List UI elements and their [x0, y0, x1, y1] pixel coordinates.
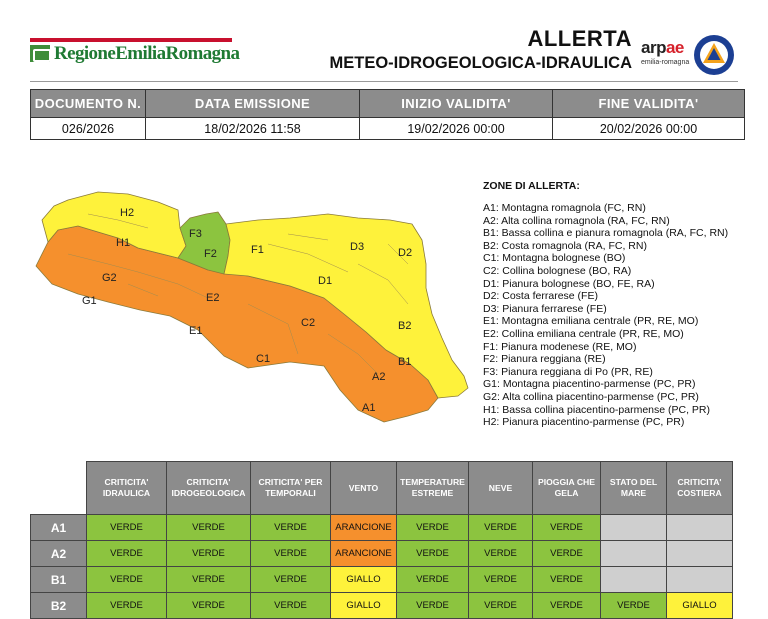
- zone-item: C1: Montagna bolognese (BO): [483, 252, 626, 265]
- col-header-idrogeologica: CRITICITA' IDROGEOLOGICA: [167, 462, 251, 515]
- zones-list: [483, 202, 753, 429]
- issue-date-value: 18/02/2026 11:58: [146, 118, 360, 140]
- criticality-cell: VERDE: [87, 515, 167, 541]
- zone-item: D2: Costa ferrarese (FE): [483, 290, 598, 303]
- document-info-table: [30, 89, 745, 140]
- validity-start-header: INIZIO VALIDITA': [360, 90, 553, 118]
- alert-zone-map: [28, 184, 473, 432]
- criticality-cell: VERDE: [87, 593, 167, 619]
- criticality-cell: VERDE: [251, 567, 331, 593]
- zone-item: D3: Pianura ferrarese (FE): [483, 302, 607, 315]
- protezione-civile-logo: [693, 34, 735, 76]
- doc-number-header: DOCUMENTO N.: [31, 90, 146, 118]
- col-header-vento: VENTO: [331, 462, 397, 515]
- criticality-cell: VERDE: [397, 593, 469, 619]
- criticality-cell: VERDE: [251, 515, 331, 541]
- arpae-name-part1: arp: [641, 38, 666, 57]
- header-divider: [30, 81, 738, 82]
- criticality-cell: VERDE: [397, 541, 469, 567]
- criticality-cell: GIALLO: [667, 593, 733, 619]
- col-header-costiera: CRITICITA' COSTIERA: [667, 462, 733, 515]
- zone-item: B1: Bassa collina e pianura romagnola (RA, FC, RN): [483, 227, 729, 240]
- validity-start-value: 19/02/2026 00:00: [360, 118, 553, 140]
- map-label-g2: G2: [102, 272, 117, 284]
- criticality-cell: VERDE: [533, 515, 601, 541]
- map-label-h1: H1: [116, 237, 131, 249]
- row-zone-label: B2: [31, 593, 87, 619]
- logo-text: RegioneEmiliaRomagna: [54, 43, 240, 64]
- criticality-cell: VERDE: [469, 567, 533, 593]
- map-label-h2: H2: [120, 207, 135, 219]
- criticality-cell: [667, 541, 733, 567]
- row-zone-label: A1: [31, 515, 87, 541]
- zone-item: A1: Montagna romagnola (FC, RN): [483, 202, 646, 214]
- criticality-cell: [601, 541, 667, 567]
- zone-item: H2: Pianura piacentino-parmense (PC, PR): [483, 416, 685, 429]
- col-header-idraulica: CRITICITA' IDRAULICA: [87, 462, 167, 515]
- zone-item: E2: Collina emiliana centrale (PR, RE, MO): [483, 327, 684, 340]
- zone-item: F3: Pianura reggiana di Po (PR, RE): [483, 365, 653, 378]
- criticality-rows: [31, 515, 733, 619]
- criticality-cell: VERDE: [251, 541, 331, 567]
- criticality-cell: VERDE: [397, 567, 469, 593]
- zone-item: E1: Montagna emiliana centrale (PR, RE, MO): [483, 315, 699, 328]
- criticality-cell: VERDE: [87, 567, 167, 593]
- validity-end-header: FINE VALIDITA': [553, 90, 745, 118]
- doc-number-value: 026/2026: [31, 118, 146, 140]
- criticality-table: [30, 461, 733, 619]
- criticality-cell: VERDE: [167, 567, 251, 593]
- criticality-cell: VERDE: [251, 593, 331, 619]
- zones-title: ZONE DI ALLERTA:: [483, 180, 580, 192]
- col-header-neve: NEVE: [469, 462, 533, 515]
- zone-item: G2: Alta collina piacentino-parmense (PC, PR): [483, 390, 699, 403]
- row-zone-label: A2: [31, 541, 87, 567]
- region-emblem-icon: [30, 45, 50, 62]
- zones-legend: [483, 180, 753, 429]
- page-subtitle: METEO-IDROGEOLOGICA-IDRAULICA: [329, 54, 632, 72]
- arpae-logo: [641, 38, 691, 68]
- criticality-cell: GIALLO: [331, 567, 397, 593]
- criticality-cell: ARANCIONE: [331, 541, 397, 567]
- criticality-cell: VERDE: [167, 541, 251, 567]
- issue-date-header: DATA EMISSIONE: [146, 90, 360, 118]
- map-label-b1: B1: [398, 356, 412, 368]
- table-corner: [31, 462, 87, 515]
- table-row: [31, 541, 733, 567]
- map-label-d1: D1: [318, 275, 333, 287]
- map-label-c2: C2: [301, 317, 316, 329]
- criticality-cell: VERDE: [167, 515, 251, 541]
- page-title: ALLERTA: [527, 26, 632, 51]
- map-label-e1: E1: [189, 325, 203, 337]
- criticality-cell: VERDE: [533, 567, 601, 593]
- criticality-cell: VERDE: [601, 593, 667, 619]
- criticality-cell: GIALLO: [331, 593, 397, 619]
- zone-item: B2: Costa romagnola (RA, FC, RN): [483, 239, 647, 252]
- map-label-e2: E2: [206, 292, 220, 304]
- zone-item: G1: Montagna piacentino-parmense (PC, PR): [483, 378, 696, 391]
- logo-red-bar: [30, 38, 232, 42]
- col-header-pioggia: PIOGGIA CHE GELA: [533, 462, 601, 515]
- criticality-cell: [601, 515, 667, 541]
- criticality-cell: VERDE: [469, 515, 533, 541]
- map-label-a1: A1: [362, 402, 376, 414]
- zone-item: H1: Bassa collina piacentino-parmense (PC, PR): [483, 403, 711, 416]
- zone-item: C2: Collina bolognese (BO, RA): [483, 264, 632, 277]
- criticality-cell: [667, 515, 733, 541]
- row-zone-label: B1: [31, 567, 87, 593]
- criticality-cell: ARANCIONE: [331, 515, 397, 541]
- table-row: [31, 515, 733, 541]
- zone-item: D1: Pianura bolognese (BO, FE, RA): [483, 277, 655, 290]
- map-label-g1: G1: [82, 295, 97, 307]
- criticality-cell: VERDE: [167, 593, 251, 619]
- criticality-cell: [667, 567, 733, 593]
- criticality-cell: [601, 567, 667, 593]
- map-label-f2: F2: [204, 248, 217, 260]
- map-label-c1: C1: [256, 353, 271, 365]
- map-label-d3: D3: [350, 241, 365, 253]
- table-row: [31, 567, 733, 593]
- criticality-cell: VERDE: [397, 515, 469, 541]
- region-logo: [30, 38, 240, 64]
- criticality-cell: VERDE: [87, 541, 167, 567]
- map-label-f1: F1: [251, 244, 264, 256]
- validity-end-value: 20/02/2026 00:00: [553, 118, 745, 140]
- zone-item: A2: Alta collina romagnola (RA, FC, RN): [483, 214, 670, 227]
- map-label-b2: B2: [398, 320, 412, 332]
- map-label-f3: F3: [189, 228, 202, 240]
- map-label-d2: D2: [398, 247, 413, 259]
- criticality-cell: VERDE: [469, 541, 533, 567]
- table-row: [31, 593, 733, 619]
- col-header-temperature: TEMPERATURE ESTREME: [397, 462, 469, 515]
- zone-item: F2: Pianura reggiana (RE): [483, 353, 606, 366]
- criticality-cell: VERDE: [469, 593, 533, 619]
- col-header-temporali: CRITICITA' PER TEMPORALI: [251, 462, 331, 515]
- arpae-subtitle: emilia-romagna: [641, 59, 690, 66]
- arpae-name-part2: ae: [665, 38, 684, 57]
- zone-item: F1: Pianura modenese (RE, MO): [483, 340, 637, 353]
- criticality-cell: VERDE: [533, 541, 601, 567]
- col-header-mare: STATO DEL MARE: [601, 462, 667, 515]
- map-label-a2: A2: [372, 371, 386, 383]
- criticality-cell: VERDE: [533, 593, 601, 619]
